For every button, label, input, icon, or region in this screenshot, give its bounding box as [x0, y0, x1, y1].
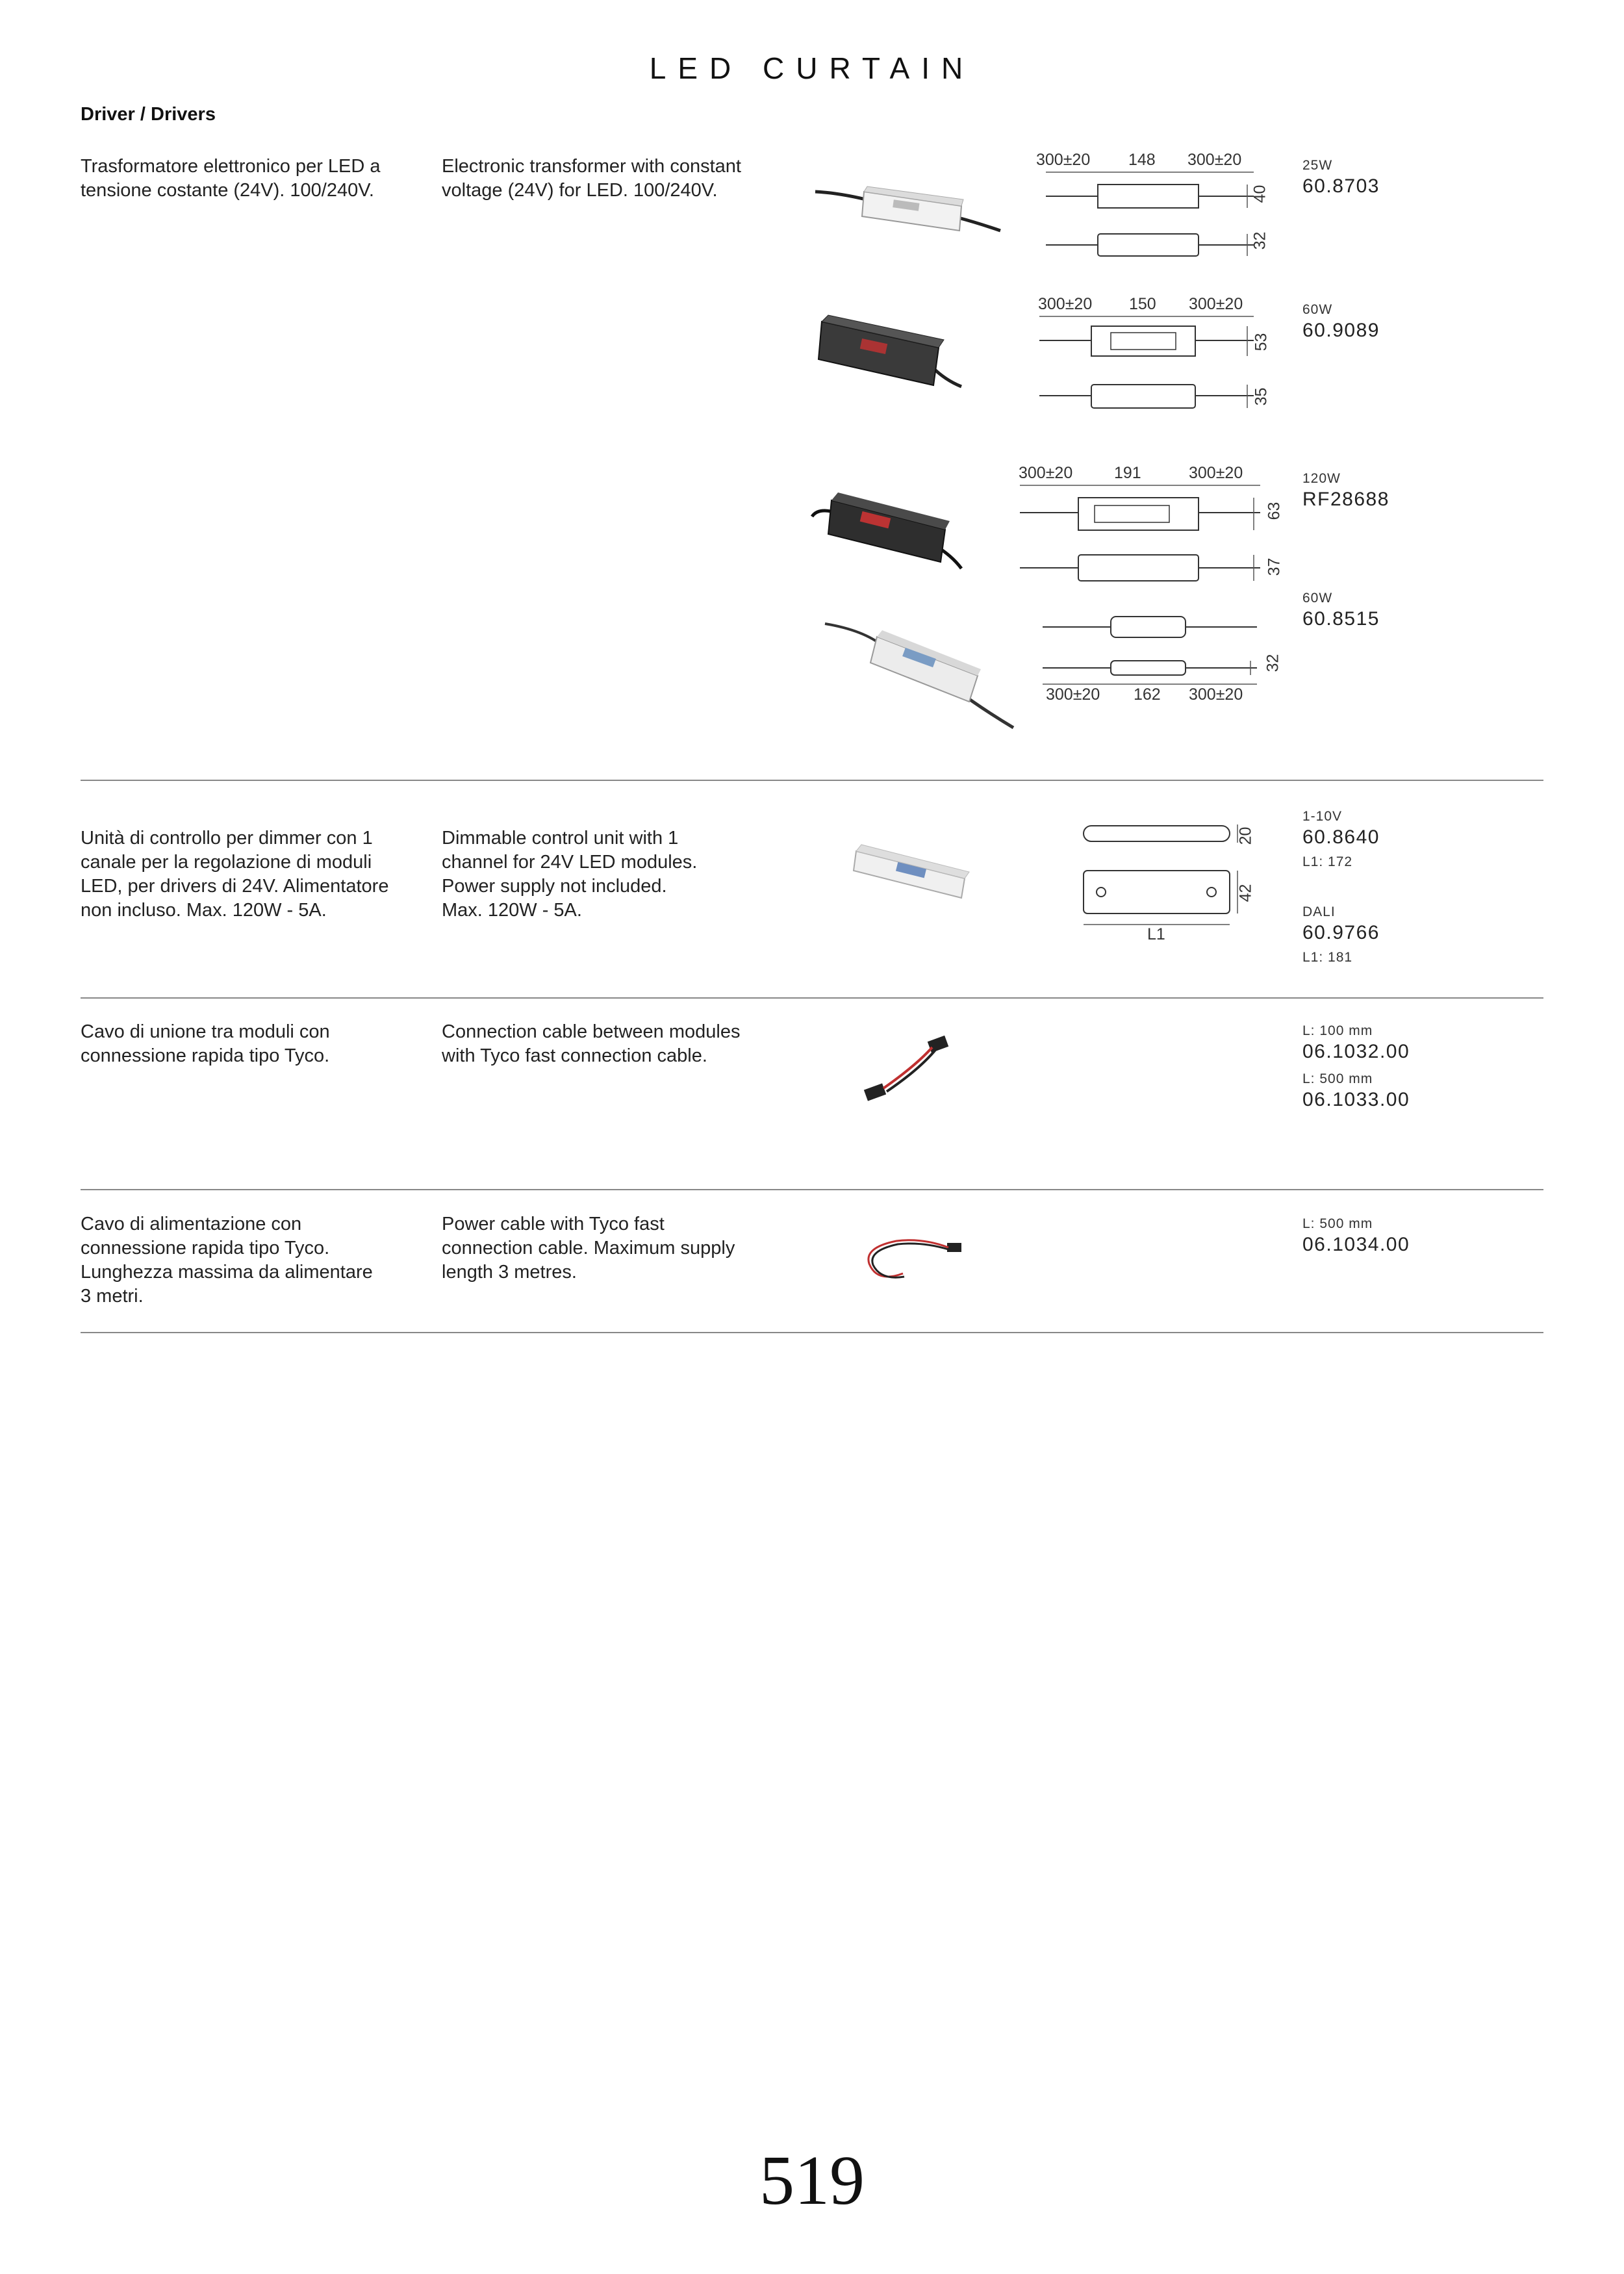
- section-divider: [81, 1189, 1543, 1190]
- section-heading: Driver / Drivers: [81, 104, 216, 125]
- product-code: RF28688: [1302, 489, 1389, 510]
- section-divider: [81, 1332, 1543, 1333]
- driver-60w-ip-photo: [825, 617, 1020, 734]
- product-code: 60.8703: [1302, 175, 1380, 197]
- section-divider: [81, 997, 1543, 999]
- dim-dimmer-length: L1: [1147, 925, 1165, 943]
- dim-120w-depth: 37: [1265, 557, 1284, 576]
- connection-cable-description-it: Cavo di unione tra moduli con connessione rapida tipo Tyco.: [81, 1021, 330, 1066]
- page-title: LED CURTAIN: [649, 51, 975, 85]
- dim-120w-height: 63: [1265, 502, 1284, 520]
- dim-120w-lead-left: 300±20: [1019, 464, 1073, 482]
- product-code-25w: [1302, 157, 1497, 202]
- dim-60w-height: 53: [1252, 333, 1271, 351]
- dim-60w-lead-right: 300±20: [1189, 295, 1243, 313]
- dim-25w-depth: 32: [1250, 231, 1269, 250]
- driver-120w-photo: [812, 481, 968, 572]
- product-length: L1: 172: [1302, 854, 1353, 869]
- product-label: DALI: [1302, 904, 1336, 919]
- dim-60w-length: 150: [1129, 295, 1156, 313]
- product-label: 120W: [1302, 471, 1341, 486]
- product-code: 60.8515: [1302, 608, 1380, 630]
- dim-25w-lead-right: 300±20: [1187, 151, 1242, 169]
- dim-60w-depth: 35: [1252, 387, 1271, 406]
- product-code: 60.9766: [1302, 922, 1380, 943]
- power-cable-description-en: Power cable with Tyco fast connection cable. Maximum supply length 3 metres.: [442, 1214, 735, 1283]
- dimmer-description-en: Dimmable control unit with 1 channel for 24V LED modules. Power supply not included. Max. 120W - 5A.: [442, 828, 698, 921]
- driver-25w-photo: [815, 166, 1004, 237]
- dimmer-description-it: Unità di controllo per dimmer con 1 canale per la regolazione di moduli LED, per drivers di 24V. Alimentatore non incluso. Max. 120W - 5A.: [81, 828, 389, 921]
- product-label: 60W: [1302, 302, 1333, 317]
- product-code: 06.1032.00: [1302, 1041, 1410, 1062]
- product-code-power-cable: [1302, 1215, 1497, 1260]
- dim-60w-ip-length: 162: [1134, 685, 1161, 704]
- product-code: 60.9089: [1302, 320, 1380, 341]
- product-code-120w: [1302, 470, 1497, 515]
- product-label: L: 500 mm: [1302, 1216, 1373, 1231]
- product-code-connection-100: [1302, 1022, 1497, 1067]
- dim-25w-lead-left: 300±20: [1036, 151, 1091, 169]
- product-code-60w-ip: [1302, 589, 1497, 635]
- power-cable-description-it: Cavo di alimentazione con connessione rapida tipo Tyco. Lunghezza massima da alimentare 3 metri.: [81, 1214, 373, 1307]
- dim-25w-height: 40: [1250, 185, 1269, 203]
- product-code: 60.8640: [1302, 826, 1380, 848]
- drawing-25w-top: [1046, 170, 1260, 261]
- drawing-60w-top: [1039, 314, 1260, 418]
- product-label: 25W: [1302, 158, 1333, 173]
- drivers-description-it: Trasformatore elettronico per LED a tensione costante (24V). 100/240V.: [81, 156, 381, 201]
- dimmer-photo: [851, 838, 974, 903]
- dim-25w-length: 148: [1128, 151, 1156, 169]
- product-code-dimmer-dali: [1302, 903, 1497, 967]
- dim-60w-ip-lead-left: 300±20: [1046, 685, 1100, 704]
- dim-60w-lead-left: 300±20: [1038, 295, 1093, 313]
- drivers-description-en: Electronic transformer with constant voltage (24V) for LED. 100/240V.: [442, 156, 741, 201]
- page-number: 519: [759, 2142, 865, 2219]
- power-cable-photo: [857, 1225, 968, 1290]
- product-code-dimmer-1-10v: [1302, 808, 1497, 871]
- product-label: 1-10V: [1302, 809, 1343, 824]
- dim-120w-length: 191: [1114, 464, 1141, 482]
- product-code-connection-500: [1302, 1070, 1497, 1116]
- product-label: L: 500 mm: [1302, 1071, 1373, 1086]
- product-length: L1: 181: [1302, 950, 1353, 965]
- product-code: 06.1034.00: [1302, 1234, 1410, 1255]
- product-label: L: 100 mm: [1302, 1023, 1373, 1038]
- dim-60w-ip-lead-right: 300±20: [1189, 685, 1243, 704]
- driver-60w-photo: [815, 309, 965, 393]
- product-code-60w: [1302, 301, 1497, 346]
- product-code: 06.1033.00: [1302, 1089, 1410, 1110]
- drawing-120w-top: [1020, 483, 1267, 587]
- connection-cable-photo: [857, 1033, 968, 1111]
- section-divider: [81, 780, 1543, 781]
- dim-120w-lead-right: 300±20: [1189, 464, 1243, 482]
- connection-cable-description-en: Connection cable between modules with Tyco fast connection cable.: [442, 1021, 741, 1066]
- dim-dimmer-height: 20: [1236, 826, 1255, 845]
- dim-60w-ip-depth: 32: [1263, 654, 1282, 672]
- product-label: 60W: [1302, 591, 1333, 606]
- dim-dimmer-width: 42: [1236, 884, 1255, 902]
